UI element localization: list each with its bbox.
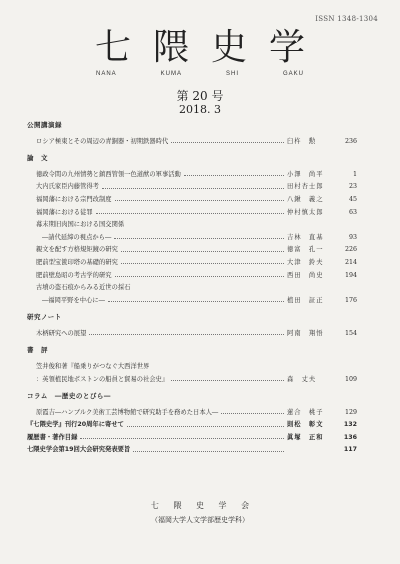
leader-dots [221, 413, 284, 414]
entry-title: ―請代延締の視点から― [42, 233, 112, 241]
entry-page: 129 [344, 408, 357, 416]
toc-entry [27, 241, 357, 254]
journal-title: 七隈史学 [94, 27, 327, 68]
toc-entry [27, 370, 357, 383]
toc-section [27, 155, 357, 304]
entry-page: 93 [348, 233, 357, 241]
romanization-part: GAKU [282, 71, 304, 77]
entry-page: 176 [344, 296, 357, 304]
entry-title: 大内氏家臣内藤管得考 [36, 183, 99, 191]
toc-section [27, 122, 357, 145]
entry-author: 吉林 直基 [287, 233, 324, 241]
entry-page: 63 [348, 208, 357, 216]
leader-dots [133, 451, 284, 452]
leader-dots [108, 301, 284, 302]
toc-entry [27, 429, 357, 442]
leader-dots [127, 426, 284, 427]
toc-entry [27, 216, 357, 229]
toc-entry [27, 178, 357, 191]
entry-page: 136 [343, 433, 357, 441]
entry-author: 眞塚 正和 [287, 433, 324, 441]
toc-entry [27, 279, 357, 292]
entry-author: 田村杏士郎 [287, 183, 324, 191]
leader-dots [184, 175, 284, 176]
entry-title: 親文を配す方格規矩鏡の研究 [36, 246, 118, 254]
entry-author: 西田 尚史 [287, 271, 324, 279]
entry-author: 蓮合 桃子 [287, 408, 324, 416]
section-heading: コラム ―歴史のとびら― [27, 391, 111, 400]
issue-number: 第 20 号 [176, 89, 224, 103]
toc-entry [27, 441, 357, 454]
entry-page: 109 [344, 375, 357, 383]
entry-author: 徳富 孔一 [287, 246, 324, 254]
title-romanization [96, 71, 304, 77]
entry-author: 植田 証正 [287, 296, 324, 304]
issue-date: 2018. 3 [179, 103, 221, 116]
entry-page: 45 [348, 196, 357, 204]
entry-author: 臼杵 勲 [287, 137, 317, 145]
toc-entry [27, 191, 357, 204]
entry-author: 小澤 尚平 [287, 170, 324, 178]
entry-page: 154 [344, 329, 357, 337]
entry-title: 木柄研究への展望 [36, 329, 87, 337]
entry-title: 原霞吉―ハンブルク美術工芸博物館で研究助手を務めた日本人― [36, 408, 219, 416]
leader-dots [171, 380, 284, 381]
entry-title: 古墳の盗石痕からみる近世の採石 [36, 284, 131, 292]
leader-dots [115, 200, 284, 201]
entry-title: ：英領植民地ボストンの船員と貿易の社会史』 [36, 375, 169, 383]
table-of-contents [27, 122, 357, 454]
leader-dots [89, 334, 284, 335]
toc-section [27, 314, 357, 337]
leader-dots [80, 438, 284, 439]
entry-page: 226 [344, 246, 357, 254]
entry-author: 仲村慎太郎 [287, 208, 324, 216]
toc-section [27, 393, 357, 454]
toc-entry [27, 254, 357, 267]
publisher-name: 七 隈 史 学 会 [150, 501, 256, 510]
entry-page: 132 [343, 421, 357, 429]
toc-entry [27, 325, 357, 338]
toc-section [27, 347, 357, 383]
entry-title: 福岡藩における徒罪 [36, 208, 93, 216]
toc-entry [27, 229, 357, 242]
entry-author: 八鍬 義之 [287, 196, 324, 204]
romanization-part: SHI [225, 71, 239, 77]
publisher-department: （福岡大学人文学部歴史学科） [151, 516, 249, 524]
leader-dots [96, 213, 284, 214]
leader-dots [171, 142, 284, 143]
entry-title: 七隈史学会第19回大会研究発表要旨 [27, 446, 131, 454]
entry-page: 23 [348, 183, 357, 191]
entry-page: 1 [352, 170, 357, 178]
entry-page: 194 [344, 271, 357, 279]
toc-entry [27, 166, 357, 179]
entry-title: 笠井俊和著『船乗りがつなぐ大西洋世界 [36, 363, 150, 371]
entry-page: 214 [344, 259, 357, 267]
issn-number: ISSN 1348-1304 [315, 15, 378, 23]
entry-title: 徳政令間の九州情勢と鎮西管領一色道猷の軍事活動 [36, 170, 181, 178]
entry-page: 236 [344, 137, 357, 145]
leader-dots [114, 238, 284, 239]
section-heading: 研究ノート [27, 313, 62, 322]
leader-dots [102, 188, 284, 189]
toc-entry [27, 403, 357, 416]
toc-entry [27, 266, 357, 279]
entry-title: 『七隈史学』刊行20周年に寄せて [27, 421, 124, 429]
entry-title: 肥前型宝篋印塔の基礎的研究 [36, 259, 118, 267]
entry-title: 福岡藩における宗門改制度 [36, 196, 112, 204]
entry-title: 幕末期旧肉国における国交関係 [36, 221, 125, 229]
entry-title: ―福岡平野を中心に― [42, 296, 105, 304]
toc-entry [27, 358, 357, 371]
entry-author: 阿南 翔悟 [287, 329, 324, 337]
entry-author: 森 丈夫 [287, 375, 317, 383]
toc-entry [27, 416, 357, 429]
entry-title: ロシア極東とその周辺の青銅器・初期鉄器時代 [36, 137, 169, 145]
toc-entry [27, 203, 357, 216]
entry-author: 大津 鈴夫 [287, 259, 324, 267]
romanization-part: KUMA [160, 71, 182, 77]
entry-title: 履歴書・著作目録 [27, 433, 78, 441]
section-heading: 書 評 [27, 346, 48, 355]
leader-dots [121, 263, 284, 264]
entry-title: 肥前壁島昭の考古学的研究 [36, 271, 112, 279]
entry-page: 117 [343, 446, 357, 454]
section-heading: 論 文 [27, 154, 48, 163]
toc-entry [27, 133, 357, 146]
toc-entry [27, 292, 357, 305]
leader-dots [115, 276, 284, 277]
romanization-part: NANA [96, 71, 117, 77]
entry-author: 則松 彰文 [287, 421, 324, 429]
publisher-footer [0, 500, 400, 525]
leader-dots [121, 251, 284, 252]
section-heading: 公開講演録 [27, 121, 62, 129]
